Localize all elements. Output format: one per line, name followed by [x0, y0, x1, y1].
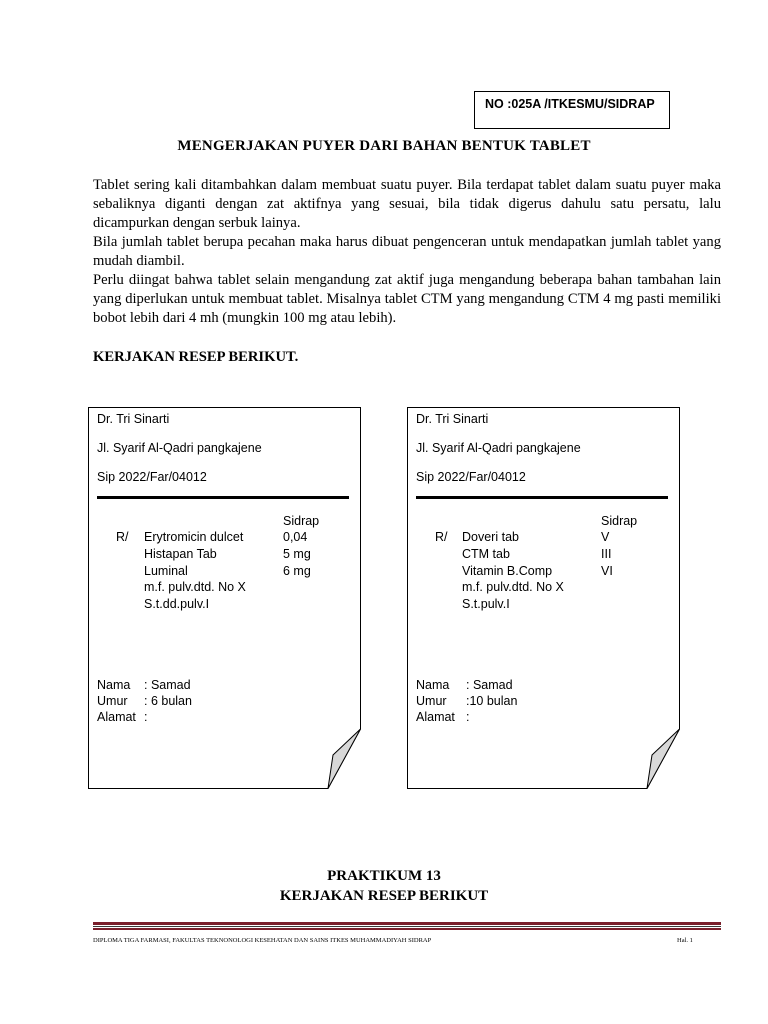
header-divider	[97, 496, 349, 499]
item-name: Luminal	[144, 564, 188, 578]
item-dose: 6 mg	[283, 564, 311, 578]
intro-text	[93, 176, 721, 328]
patient-name-label: Nama	[416, 678, 450, 692]
paragraph: Bila jumlah tablet berupa pecahan maka harus dibuat pengenceran untuk mendapatkan jumlah tablet yang mudah diambil.	[93, 234, 721, 269]
footer-rule-bottom	[93, 928, 721, 930]
patient-address: :	[466, 710, 470, 724]
instruction-line: m.f. pulv.dtd. No X	[462, 580, 564, 594]
item-dose: 5 mg	[283, 547, 311, 561]
prescription-city: Sidrap	[601, 514, 638, 528]
praktikum-heading: KERJAKAN RESEP BERIKUT	[279, 888, 489, 904]
footer-institution: DIPLOMA TIGA FARMASI, FAKULTAS TEKNONOLOGI KESEHATAN DAN SAINS ITKES MUHAMMADIYAH SIDRAP	[93, 937, 432, 944]
header-divider	[416, 496, 668, 499]
recipe-symbol: R/	[435, 530, 448, 544]
item-name: Doveri tab	[462, 530, 519, 544]
prescription-paper	[88, 407, 361, 789]
prescription-paper	[407, 407, 680, 789]
page-number: Hal. 1	[677, 937, 693, 944]
patient-name: : Samad	[466, 678, 513, 692]
patient-address-label: Alamat	[97, 710, 136, 724]
item-name: Histapan Tab	[144, 547, 217, 561]
prescription-card-1	[88, 407, 361, 789]
instruction-line: m.f. pulv.dtd. No X	[144, 580, 246, 594]
item-name: CTM tab	[462, 547, 510, 561]
page-title: MENGERJAKAN PUYER DARI BAHAN BENTUK TABLET	[177, 138, 591, 154]
prescription-card-2	[407, 407, 680, 789]
patient-address: :	[144, 710, 148, 724]
patient-name: : Samad	[144, 678, 191, 692]
praktikum-number: PRAKTIKUM 13	[327, 868, 441, 884]
instruction-line: S.t.pulv.I	[462, 597, 510, 611]
doctor-address: Jl. Syarif Al-Qadri pangkajene	[97, 441, 262, 455]
patient-age: :10 bulan	[466, 694, 518, 708]
paragraph: Perlu diingat bahwa tablet selain mengandung zat aktif juga mengandung beberapa bahan tambahan lain yang diperlukan untuk membuat tablet. Misalnya tablet CTM yang mengandung CTM 4 mg pasti memiliki bobot lebih dari 4 mh (mungkin 100 mg atau lebih).	[93, 272, 721, 326]
patient-name-label: Nama	[97, 678, 131, 692]
doctor-name: Dr. Tri Sinarti	[416, 412, 489, 426]
document-number: NO :025A /ITKESMU/SIDRAP	[485, 97, 655, 111]
recipe-symbol: R/	[116, 530, 129, 544]
document-number-box	[474, 91, 670, 129]
patient-age-label: Umur	[416, 694, 447, 708]
item-dose: VI	[601, 564, 613, 578]
section-subheading: KERJAKAN RESEP BERIKUT.	[93, 349, 299, 365]
doctor-name: Dr. Tri Sinarti	[97, 412, 170, 426]
sip-number: Sip 2022/Far/04012	[97, 470, 207, 484]
item-dose: III	[601, 547, 612, 561]
instruction-line: S.t.dd.pulv.I	[144, 597, 210, 611]
paragraph: Tablet sering kali ditambahkan dalam membuat suatu puyer. Bila terdapat tablet dalam suatu puyer maka sebaliknya diganti dengan zat aktifnya yang sesuai, bila tidak digerus dahulu satu persatu, lalu dicampurkan dengan serbuk lainya.	[93, 177, 721, 231]
footer-rule-top	[93, 922, 721, 925]
item-name: Erytromicin dulcet	[144, 530, 244, 544]
footer-rule-middle	[93, 926, 721, 927]
patient-address-label: Alamat	[416, 710, 455, 724]
prescription-city: Sidrap	[283, 514, 320, 528]
sip-number: Sip 2022/Far/04012	[416, 470, 526, 484]
item-name: Vitamin B.Comp	[462, 564, 553, 578]
item-dose: 0,04	[283, 530, 308, 544]
patient-age: : 6 bulan	[144, 694, 192, 708]
patient-age-label: Umur	[97, 694, 128, 708]
item-dose: V	[601, 530, 610, 544]
doctor-address: Jl. Syarif Al-Qadri pangkajene	[416, 441, 581, 455]
